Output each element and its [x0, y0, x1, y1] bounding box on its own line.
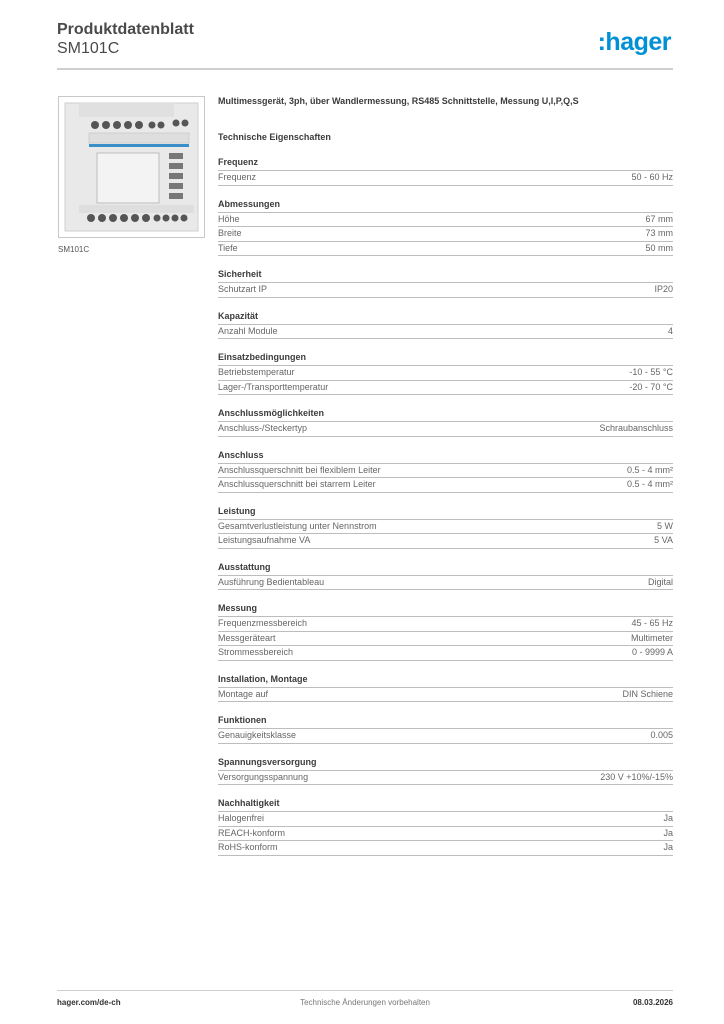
spec-row	[218, 422, 673, 437]
spec-value: 0.5 - 4 mm²	[626, 479, 673, 489]
spec-label: Frequenz	[218, 172, 257, 182]
spec-label: Breite	[218, 228, 242, 238]
spec-value: 4	[667, 325, 673, 336]
spec-label: Versorgungsspannung	[218, 771, 309, 782]
spec-group	[218, 408, 673, 437]
spec-label: Halogenfrei	[218, 813, 265, 823]
spec-row	[218, 632, 673, 647]
spec-group	[218, 506, 673, 549]
spec-group-title: Ausstattung	[218, 562, 673, 576]
spec-row	[218, 827, 673, 842]
spec-group	[218, 352, 673, 395]
page-header	[57, 20, 673, 58]
spec-group	[218, 199, 673, 257]
spec-label: Strommessbereich	[218, 647, 294, 657]
spec-value: 67 mm	[645, 213, 673, 224]
spec-group	[218, 450, 673, 493]
spec-label: REACH-konform	[218, 827, 286, 838]
spec-label: Höhe	[218, 213, 240, 224]
section-title: Technische Eigenschaften	[218, 132, 331, 142]
spec-row	[218, 381, 673, 396]
spec-row	[218, 812, 673, 827]
spec-label: Messgeräteart	[218, 632, 276, 643]
spec-label: RoHS-konform	[218, 842, 278, 852]
spec-row	[218, 646, 673, 661]
spec-value: IP20	[654, 284, 673, 294]
spec-value: -10 - 55 °C	[629, 367, 673, 377]
footer-notice: Technische Änderungen vorbehalten	[300, 998, 430, 1007]
spec-value: 0 - 9999 A	[631, 647, 673, 657]
website-link[interactable]: hager.com/de-ch	[57, 998, 121, 1007]
spec-group-title: Installation, Montage	[218, 674, 673, 688]
spec-group-title: Funktionen	[218, 715, 673, 729]
spec-group	[218, 157, 673, 186]
spec-row	[218, 171, 673, 186]
spec-row	[218, 213, 673, 228]
hager-logo: :hager	[597, 28, 671, 56]
spec-value: 45 - 65 Hz	[631, 618, 673, 628]
product-description: Multimessgerät, 3ph, über Wandlermessung, RS485 Schnittstelle, Messung U,I,P,Q,S	[218, 96, 579, 106]
spec-value: 5 W	[656, 520, 673, 531]
spec-label: Montage auf	[218, 688, 269, 699]
spec-label: Schutzart IP	[218, 284, 268, 294]
spec-row	[218, 841, 673, 856]
spec-group	[218, 798, 673, 856]
spec-groups	[218, 157, 673, 856]
spec-value: 50 mm	[645, 242, 673, 253]
spec-label: Anschlussquerschnitt bei flexiblem Leiter	[218, 464, 381, 475]
spec-row	[218, 534, 673, 549]
image-caption: SM101C	[58, 245, 90, 254]
spec-group-title: Einsatzbedingungen	[218, 352, 673, 366]
spec-group-title: Messung	[218, 603, 673, 617]
spec-value: DIN Schiene	[622, 688, 673, 699]
spec-group	[218, 311, 673, 340]
header-divider	[57, 68, 673, 70]
spec-label: Frequenzmessbereich	[218, 618, 308, 628]
spec-group	[218, 603, 673, 661]
spec-group	[218, 674, 673, 703]
product-code: SM101C	[57, 40, 120, 57]
spec-label: Genauigkeitsklasse	[218, 730, 297, 740]
spec-value: Ja	[663, 842, 673, 852]
spec-value: Ja	[663, 813, 673, 823]
spec-group-title: Frequenz	[218, 157, 673, 171]
spec-row	[218, 283, 673, 298]
spec-sheet	[218, 96, 673, 856]
spec-value: 73 mm	[645, 228, 673, 238]
spec-label: Leistungsaufnahme VA	[218, 535, 311, 545]
spec-label: Lager-/Transporttemperatur	[218, 381, 329, 392]
spec-value: 0.5 - 4 mm²	[626, 464, 673, 475]
spec-value: -20 - 70 °C	[629, 381, 673, 392]
spec-group-title: Kapazität	[218, 311, 673, 325]
spec-label: Betriebstemperatur	[218, 367, 295, 377]
spec-row	[218, 227, 673, 242]
spec-row	[218, 325, 673, 340]
spec-group-title: Spannungsversorgung	[218, 757, 673, 771]
footer-date: 08.03.2026	[632, 998, 673, 1007]
spec-row	[218, 366, 673, 381]
spec-group	[218, 715, 673, 744]
spec-label: Gesamtverlustleistung unter Nennstrom	[218, 520, 377, 531]
spec-value: Schraubanschluss	[599, 423, 673, 433]
spec-group	[218, 562, 673, 591]
spec-group-title: Anschluss	[218, 450, 673, 464]
spec-row	[218, 478, 673, 493]
spec-label: Anschluss-/Steckertyp	[218, 423, 308, 433]
spec-group	[218, 757, 673, 786]
spec-group-title: Nachhaltigkeit	[218, 798, 673, 812]
spec-row	[218, 617, 673, 632]
spec-label: Ausführung Bedientableau	[218, 576, 325, 587]
spec-value: Ja	[663, 827, 673, 838]
spec-group	[218, 269, 673, 298]
product-image	[58, 96, 205, 238]
multimeter-device-icon	[59, 97, 204, 237]
spec-row	[218, 771, 673, 786]
spec-label: Anschlussquerschnitt bei starrem Leiter	[218, 479, 376, 489]
spec-row	[218, 242, 673, 257]
footer-divider	[57, 990, 673, 991]
spec-group-title: Anschlussmöglichkeiten	[218, 408, 673, 422]
spec-row	[218, 576, 673, 591]
spec-value: Multimeter	[630, 632, 673, 643]
spec-row	[218, 688, 673, 703]
spec-value: 50 - 60 Hz	[631, 172, 673, 182]
spec-group-title: Sicherheit	[218, 269, 673, 283]
spec-row	[218, 464, 673, 479]
spec-value: 0.005	[650, 730, 673, 740]
spec-group-title: Abmessungen	[218, 199, 673, 213]
spec-value: Digital	[647, 576, 673, 587]
spec-value: 5 VA	[654, 535, 673, 545]
spec-group-title: Leistung	[218, 506, 673, 520]
page-title: Produktdatenblatt	[57, 21, 194, 38]
spec-row	[218, 729, 673, 744]
spec-row	[218, 520, 673, 535]
spec-label: Tiefe	[218, 242, 238, 253]
spec-value: 230 V +10%/-15%	[600, 771, 673, 782]
spec-label: Anzahl Module	[218, 325, 278, 336]
